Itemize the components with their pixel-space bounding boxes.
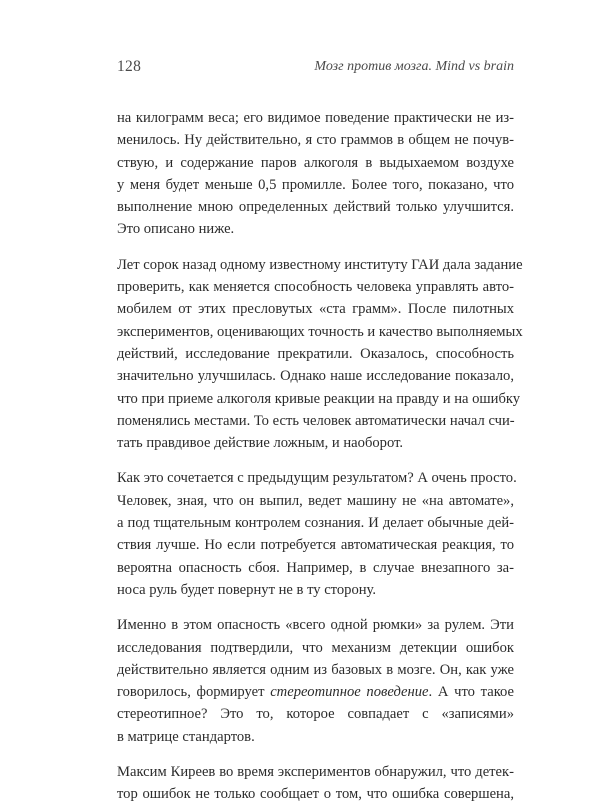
text-line: экспериментов, оценивающих точность и качество выполняемых <box>117 323 523 340</box>
text-line: менилось. Ну действительно, я сто граммов в общем не почув- <box>117 132 514 149</box>
text-line: в матрице стандартов. <box>117 728 255 745</box>
text-line: Максим Киреев во время экспериментов обнаружил, что детек- <box>117 764 514 781</box>
paragraph <box>117 254 523 455</box>
text-line: мобилем от этих пресловутых «ста грамм». После пилотных <box>117 301 514 318</box>
paragraph <box>117 614 514 748</box>
text-line: поменялись местами. То есть человек автоматически начал счи- <box>117 412 515 429</box>
text-line: действий, исследование прекратили. Оказалось, способность <box>117 345 514 362</box>
book-title: Мозг против мозга. Mind vs brain <box>314 59 514 74</box>
text-line: действительно является одним из базовых в мозге. Он, как уже <box>117 661 514 678</box>
text-line: носа руль будет повернут не в ту сторону. <box>117 581 377 598</box>
paragraph <box>117 761 514 806</box>
text-line: ствия лучше. Но если потребуется автоматическая реакция, то <box>117 537 514 554</box>
emphasized-term: стереотипное поведение <box>270 684 429 701</box>
page-number: 128 <box>117 58 142 75</box>
paragraph <box>117 467 517 601</box>
text-line: выполнение мною определенных действий только улучшится. <box>117 199 514 216</box>
text-line: Лет сорок назад одному известному институту ГАИ дала задание <box>117 256 523 273</box>
text-line: вероятна опасность сбоя. Например, в случае внезапного за- <box>117 559 514 576</box>
text-line: Как это сочетается с предыдущим результатом? А очень просто. <box>117 470 517 487</box>
text-line: исследования подтвердили, что механизм детекции ошибок <box>117 639 514 656</box>
running-header <box>117 58 514 78</box>
text-line: тать правдивое действие ложным, и наоборот. <box>117 435 404 452</box>
text-run: . А что такое <box>428 684 515 701</box>
text-line: у меня будет меньше 0,5 промилле. Более того, показано, что <box>117 176 514 193</box>
text-line: Это описано ниже. <box>117 221 235 238</box>
text-line: значительно улучшилась. Однако наше исследование показало, <box>117 368 514 385</box>
text-line: что при приеме алкоголя кривые реакции на правду и на ошибку <box>117 390 521 407</box>
text-line: Человек, зная, что он выпил, ведет машину не «на автомате», <box>117 492 514 509</box>
text-line: Именно в этом опасность «всего одной рюмки» за рулем. Эти <box>117 617 514 634</box>
text-line: на килограмм веса; его видимое поведение практически не из- <box>117 110 514 126</box>
text-run: говорилось, формирует <box>117 684 271 701</box>
body-text <box>117 107 523 806</box>
text-line: стереотипное? Это то, которое совпадает с «записями» <box>117 706 514 723</box>
text-line: проверить, как меняется способность человека управлять авто- <box>117 279 514 296</box>
text-line: а под тщательным контролем сознания. И делает обычные дей- <box>117 515 514 532</box>
text-line: ствую, и содержание паров алкоголя в выдыхаемом воздухе <box>117 154 514 171</box>
text-line: тор ошибок не только сообщает о том, что ошибка совершена, <box>117 786 514 803</box>
text-line <box>117 681 514 703</box>
paragraph <box>117 107 514 241</box>
